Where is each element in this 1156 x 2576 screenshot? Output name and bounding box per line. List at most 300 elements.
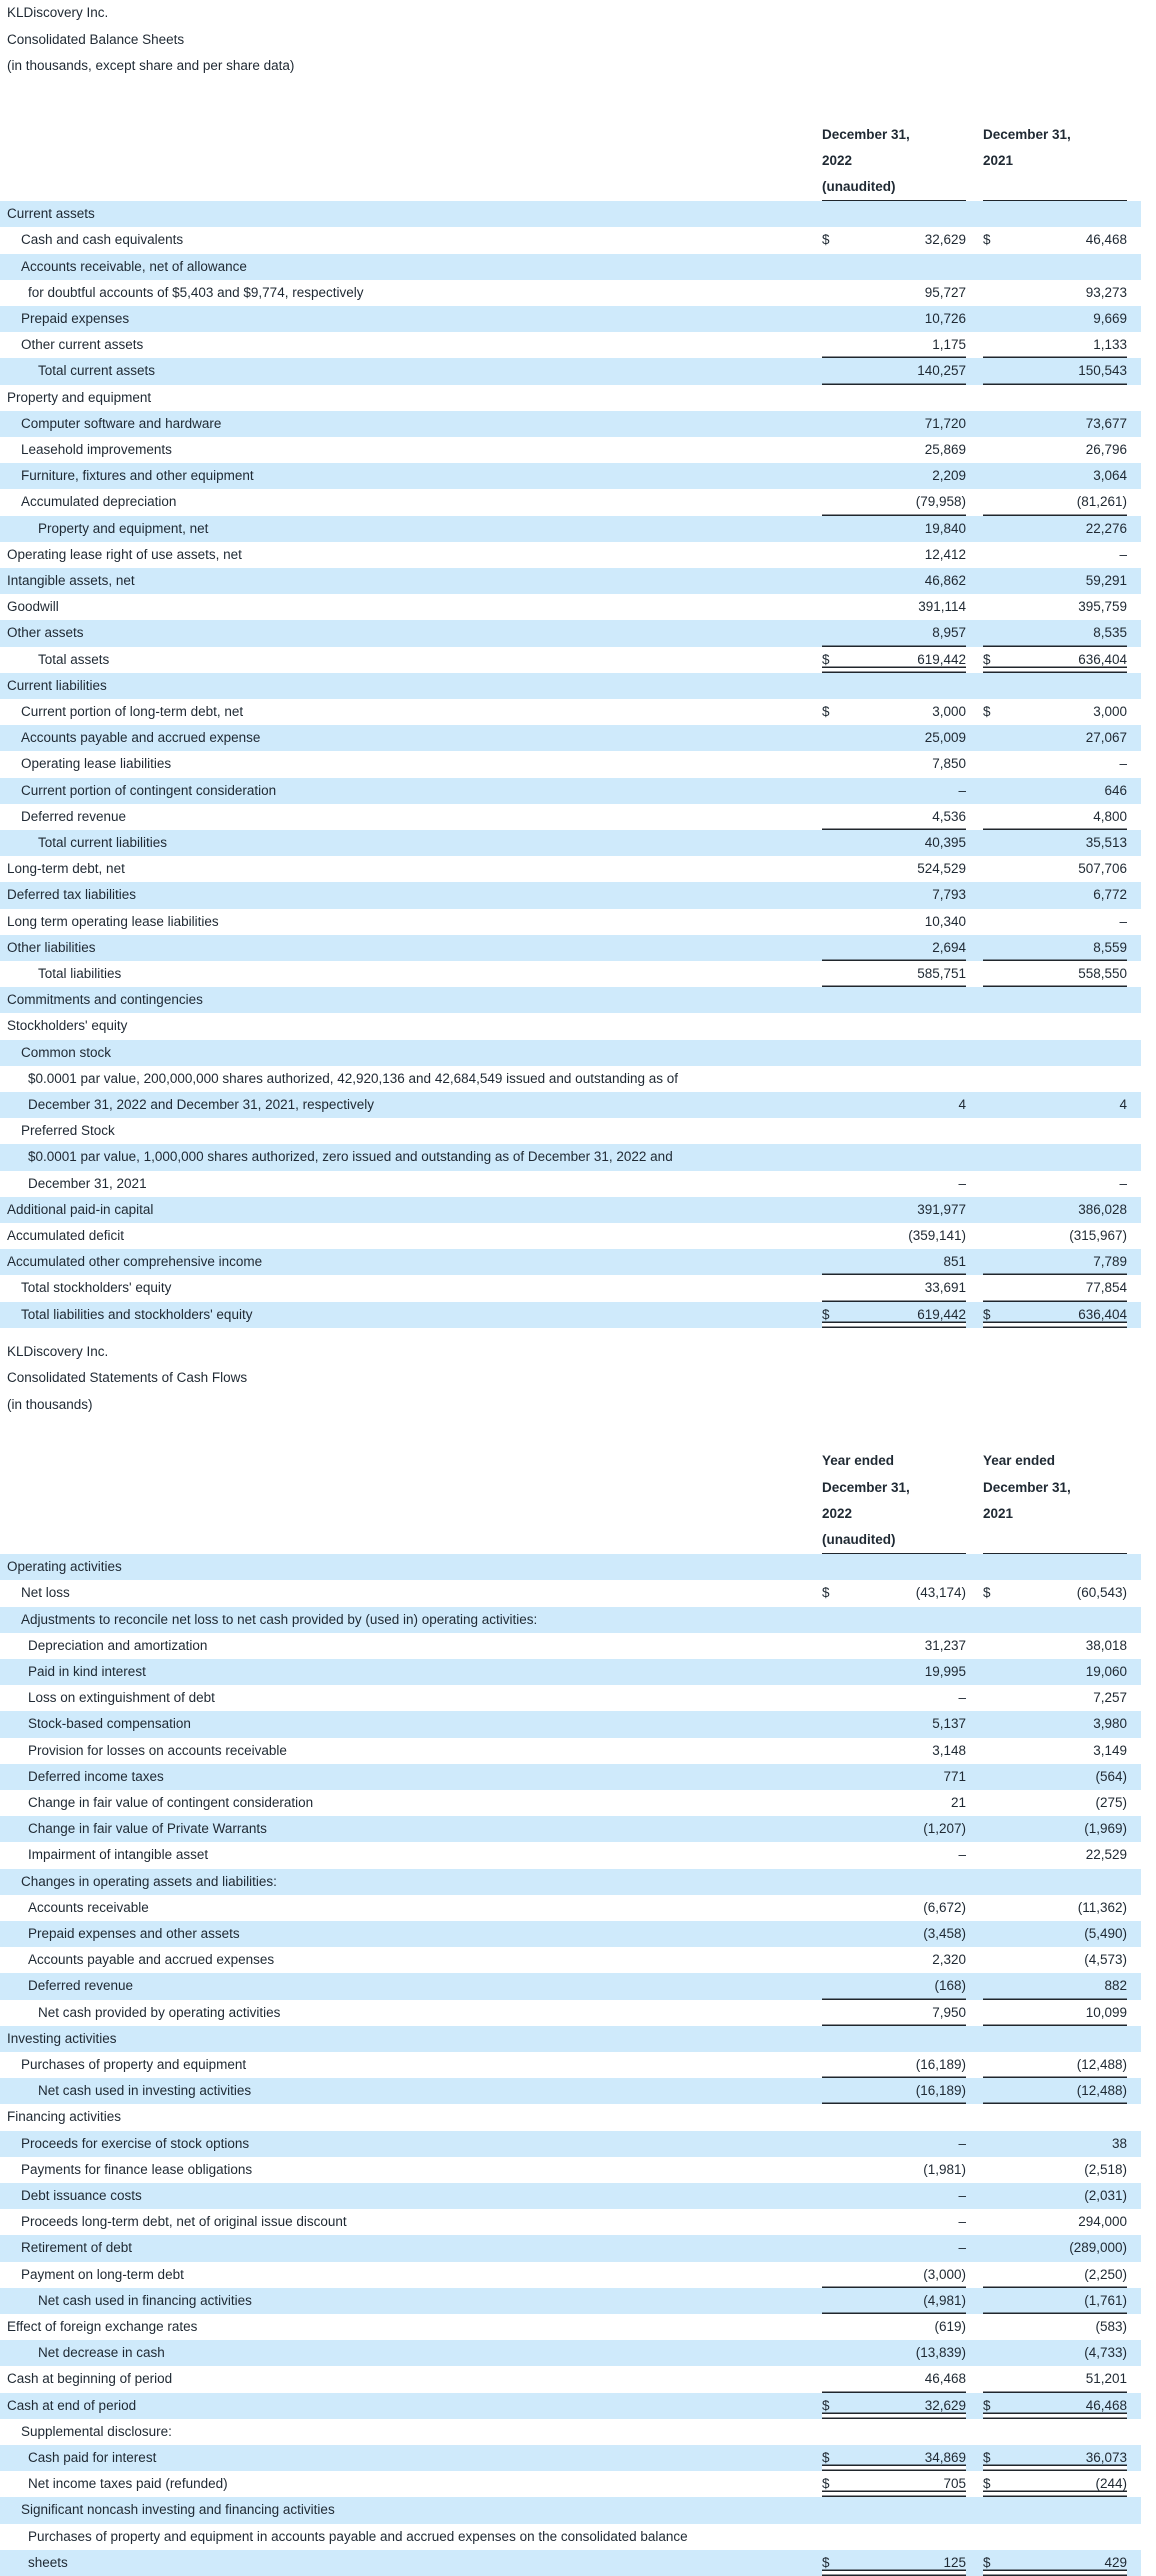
value-2022: 4,536 [856,804,966,830]
value-2022 [856,2104,966,2130]
row-label: December 31, 2021 [0,1171,822,1197]
value-2022: (168) [856,1973,966,1999]
value-2022: 10,726 [856,306,966,332]
cf-units-note: (in thousands) [7,1396,93,1412]
cash-flow-header [0,1448,1141,1553]
row-tail [1127,909,1141,935]
table-row [0,1921,1141,1947]
currency-symbol-2022 [822,1040,856,1066]
row-tail [1127,1554,1141,1581]
column-gap [966,463,983,489]
currency-symbol-2022: $ [822,647,856,673]
value-2021 [1017,385,1127,411]
row-tail [1127,1738,1141,1764]
value-2021: (12,488) [1017,2052,1127,2078]
row-label: Purchases of property and equipment in accounts payable and accrued expenses on the consolidated balance [0,2524,822,2550]
currency-symbol-2022 [822,306,856,332]
currency-symbol-2022 [822,2314,856,2340]
table-row [0,1013,1141,1039]
row-tail [1127,1580,1141,1606]
table-row [0,1144,1141,1170]
column-gap [966,620,983,646]
currency-symbol-2021 [983,306,1017,332]
column-gap [966,935,983,961]
row-label: Total stockholders' equity [0,1275,822,1301]
value-2022: 7,950 [856,2000,966,2026]
row-tail [1127,1013,1141,1039]
table-row [0,2550,1141,2576]
value-2021: 507,706 [1017,856,1127,882]
currency-symbol-2022: $ [822,1302,856,1328]
table-row [0,2366,1141,2392]
value-2022: 34,869 [856,2445,966,2471]
row-label: Long-term debt, net [0,856,822,882]
row-tail [1127,1118,1141,1144]
column-gap [966,725,983,751]
value-2022 [856,2419,966,2445]
currency-symbol-2022 [822,830,856,856]
currency-symbol-2022 [822,385,856,411]
currency-symbol-2021 [983,1869,1017,1895]
row-label: Leasehold improvements [0,437,822,463]
table-row [0,1275,1141,1301]
currency-symbol-2021: $ [983,2471,1017,2497]
currency-symbol-2022 [822,516,856,542]
value-2022: (4,981) [856,2288,966,2314]
table-row [0,1092,1141,1118]
column-gap [966,751,983,777]
value-2022: 19,840 [856,516,966,542]
currency-symbol-2021 [983,254,1017,280]
value-2022 [856,1066,966,1092]
value-2021: 9,669 [1017,306,1127,332]
row-label: Operating lease right of use assets, net [0,542,822,568]
value-2021 [1017,1607,1127,1633]
currency-symbol-2022 [822,1275,856,1301]
value-2021: 636,404 [1017,1302,1127,1328]
row-tail [1127,542,1141,568]
value-2021: 46,468 [1017,2393,1127,2419]
row-label: Investing activities [0,2026,822,2052]
value-2022: 46,468 [856,2366,966,2392]
value-2022: 71,720 [856,411,966,437]
row-label: Accumulated depreciation [0,489,822,515]
column-gap [966,1223,983,1249]
value-2022 [856,1118,966,1144]
column-gap [966,647,983,673]
column-gap [966,280,983,306]
currency-symbol-2022 [822,1554,856,1581]
value-2022 [856,2524,966,2550]
row-label: Net cash used in financing activities [0,2288,822,2314]
row-label: Accumulated other comprehensive income [0,1249,822,1275]
value-2022: (619) [856,2314,966,2340]
row-tail [1127,2471,1141,2497]
row-label: Financing activities [0,2104,822,2130]
value-2021 [1017,1013,1127,1039]
table-row [0,254,1141,280]
row-label: Intangible assets, net [0,568,822,594]
table-row [0,961,1141,987]
column-gap [966,2419,983,2445]
table-row [0,358,1141,384]
value-2021: 6,772 [1017,882,1127,908]
column-gap [966,1764,983,1790]
row-tail [1127,935,1141,961]
currency-symbol-2021: $ [983,227,1017,253]
currency-symbol-2021 [983,2340,1017,2366]
row-tail [1127,1171,1141,1197]
row-tail [1127,1842,1141,1868]
value-2022: 32,629 [856,2393,966,2419]
row-label: Impairment of intangible asset [0,1842,822,1868]
bs-header-spacer [0,80,1156,122]
cash-flow-body [0,1554,1141,2576]
row-label: Proceeds for exercise of stock options [0,2131,822,2157]
row-label: Operating lease liabilities [0,751,822,777]
currency-symbol-2022 [822,1633,856,1659]
column-gap [966,2157,983,2183]
currency-symbol-2021 [983,1790,1017,1816]
column-gap [966,1790,983,1816]
row-tail [1127,1275,1141,1301]
row-tail [1127,1659,1141,1685]
table-row [0,2235,1141,2261]
value-2021: (564) [1017,1764,1127,1790]
row-tail [1127,2497,1141,2523]
value-2022: 12,412 [856,542,966,568]
column-gap [966,2026,983,2052]
row-label: Net income taxes paid (refunded) [0,2471,822,2497]
value-2022: (16,189) [856,2078,966,2104]
row-label: Goodwill [0,594,822,620]
row-label: Deferred tax liabilities [0,882,822,908]
value-2022: 2,209 [856,463,966,489]
currency-symbol-2022 [822,1066,856,1092]
value-2021: 35,513 [1017,830,1127,856]
currency-symbol-2021 [983,1842,1017,1868]
currency-symbol-2022 [822,1092,856,1118]
cf-col-header-2021: Year ended December 31, 2021 [983,1448,1127,1553]
currency-symbol-2021: $ [983,647,1017,673]
table-row [0,463,1141,489]
value-2022: 585,751 [856,961,966,987]
row-tail [1127,2157,1141,2183]
value-2021: 93,273 [1017,280,1127,306]
currency-symbol-2022 [822,725,856,751]
currency-symbol-2022 [822,1607,856,1633]
currency-symbol-2022 [822,804,856,830]
column-gap [966,699,983,725]
column-gap [966,2445,983,2471]
currency-symbol-2021 [983,856,1017,882]
currency-symbol-2022 [822,751,856,777]
currency-symbol-2021 [983,516,1017,542]
value-2022 [856,385,966,411]
currency-symbol-2021 [983,1764,1017,1790]
table-row [0,489,1141,515]
row-tail [1127,699,1141,725]
table-row [0,673,1141,699]
table-row [0,620,1141,646]
currency-symbol-2021 [983,1144,1017,1170]
value-2021: (1,969) [1017,1816,1127,1842]
value-2021: 3,000 [1017,699,1127,725]
table-row [0,909,1141,935]
currency-symbol-2022 [822,568,856,594]
table-row [0,2104,1141,2130]
table-row [0,1633,1141,1659]
currency-symbol-2022 [822,2419,856,2445]
currency-symbol-2021 [983,201,1017,228]
value-2022: 771 [856,1764,966,1790]
column-gap [966,2209,983,2235]
currency-symbol-2022 [822,2497,856,2523]
value-2021 [1017,2419,1127,2445]
currency-symbol-2021 [983,1607,1017,1633]
table-row [0,2497,1141,2523]
currency-symbol-2022 [822,987,856,1013]
row-label: Stock-based compensation [0,1711,822,1737]
bs-header-row [0,122,1141,201]
column-gap [966,2524,983,2550]
value-2021: 27,067 [1017,725,1127,751]
value-2021: (275) [1017,1790,1127,1816]
value-2021: 636,404 [1017,647,1127,673]
currency-symbol-2021 [983,778,1017,804]
row-label: Retirement of debt [0,2235,822,2261]
currency-symbol-2022 [822,332,856,358]
bs-header-gap [966,122,983,201]
currency-symbol-2022 [822,2288,856,2314]
currency-symbol-2021 [983,2104,1017,2130]
value-2021: 150,543 [1017,358,1127,384]
value-2022: 3,000 [856,699,966,725]
currency-symbol-2022 [822,2366,856,2392]
table-row [0,306,1141,332]
currency-symbol-2022 [822,2157,856,2183]
column-gap [966,1633,983,1659]
row-tail [1127,1973,1141,1999]
currency-symbol-2022 [822,1921,856,1947]
row-tail [1127,2419,1141,2445]
row-label: Operating activities [0,1554,822,1581]
value-2022: 2,694 [856,935,966,961]
column-gap [966,1921,983,1947]
value-2021 [1017,1066,1127,1092]
column-gap [966,1302,983,1328]
value-2022: 95,727 [856,280,966,306]
value-2022: (1,981) [856,2157,966,2183]
value-2021: – [1017,542,1127,568]
row-label: Other assets [0,620,822,646]
value-2021: 1,133 [1017,332,1127,358]
row-label: Net cash used in investing activities [0,2078,822,2104]
row-tail [1127,1607,1141,1633]
row-tail [1127,254,1141,280]
row-tail [1127,516,1141,542]
column-gap [966,1144,983,1170]
row-tail [1127,280,1141,306]
column-gap [966,306,983,332]
currency-symbol-2022 [822,2524,856,2550]
value-2022: 33,691 [856,1275,966,1301]
column-gap [966,909,983,935]
value-2022: 25,009 [856,725,966,751]
currency-symbol-2021 [983,2157,1017,2183]
value-2022 [856,673,966,699]
row-label: Adjustments to reconcile net loss to net cash provided by (used in) operating activities: [0,1607,822,1633]
row-label: Payment on long-term debt [0,2262,822,2288]
row-tail [1127,411,1141,437]
value-2022: 7,793 [856,882,966,908]
row-tail [1127,201,1141,228]
value-2021: (4,733) [1017,2340,1127,2366]
value-2021 [1017,254,1127,280]
column-gap [966,594,983,620]
row-tail [1127,594,1141,620]
column-gap [966,1947,983,1973]
currency-symbol-2021 [983,2235,1017,2261]
currency-symbol-2021 [983,1738,1017,1764]
currency-symbol-2021 [983,1554,1017,1581]
value-2021: (289,000) [1017,2235,1127,2261]
currency-symbol-2021 [983,358,1017,384]
table-row [0,1947,1141,1973]
currency-symbol-2021 [983,1066,1017,1092]
value-2021: 4,800 [1017,804,1127,830]
row-label: Cash at end of period [0,2393,822,2419]
row-label: Prepaid expenses [0,306,822,332]
currency-symbol-2022 [822,1711,856,1737]
currency-symbol-2022 [822,1816,856,1842]
cf-header-row [0,1448,1141,1553]
row-tail [1127,2314,1141,2340]
value-2022: (6,672) [856,1895,966,1921]
row-label: Net loss [0,1580,822,1606]
row-tail [1127,489,1141,515]
cf-header-tail [1127,1448,1141,1553]
row-label: Prepaid expenses and other assets [0,1921,822,1947]
column-gap [966,830,983,856]
currency-symbol-2022 [822,2052,856,2078]
value-2022: 2,320 [856,1947,966,1973]
row-label: Total assets [0,647,822,673]
value-2022: (1,207) [856,1816,966,1842]
value-2022: 31,237 [856,1633,966,1659]
row-tail [1127,725,1141,751]
column-gap [966,961,983,987]
currency-symbol-2022 [822,2209,856,2235]
column-gap [966,1275,983,1301]
row-label: Change in fair value of Private Warrants [0,1816,822,1842]
value-2022: 32,629 [856,227,966,253]
row-label: Accumulated deficit [0,1223,822,1249]
row-tail [1127,2524,1141,2550]
currency-symbol-2022 [822,1869,856,1895]
value-2021 [1017,201,1127,228]
currency-symbol-2021 [983,2052,1017,2078]
currency-symbol-2022 [822,1842,856,1868]
row-label: Property and equipment, net [0,516,822,542]
column-gap [966,1659,983,1685]
currency-symbol-2021: $ [983,2445,1017,2471]
column-gap [966,804,983,830]
value-2021: (4,573) [1017,1947,1127,1973]
column-gap [966,1013,983,1039]
row-tail [1127,1249,1141,1275]
row-label: Change in fair value of contingent consideration [0,1790,822,1816]
column-gap [966,2052,983,2078]
table-row [0,2393,1141,2419]
table-row [0,830,1141,856]
currency-symbol-2022 [822,673,856,699]
currency-symbol-2021 [983,2314,1017,2340]
value-2022: 5,137 [856,1711,966,1737]
table-row [0,882,1141,908]
value-2021: (81,261) [1017,489,1127,515]
column-gap [966,201,983,228]
value-2021: – [1017,1171,1127,1197]
currency-symbol-2021 [983,1013,1017,1039]
cash-flow-section [0,1339,1156,2576]
row-tail [1127,385,1141,411]
table-row [0,1973,1141,1999]
value-2022: 1,175 [856,332,966,358]
value-2021: (2,031) [1017,2183,1127,2209]
row-label: Other liabilities [0,935,822,961]
row-tail [1127,437,1141,463]
value-2022: 391,977 [856,1197,966,1223]
currency-symbol-2021 [983,2209,1017,2235]
row-tail [1127,1764,1141,1790]
row-tail [1127,647,1141,673]
value-2022: – [856,2131,966,2157]
currency-symbol-2021 [983,2262,1017,2288]
currency-symbol-2021 [983,437,1017,463]
currency-symbol-2021 [983,2000,1017,2026]
column-gap [966,1580,983,1606]
cf-header-blank [0,1448,822,1553]
table-row [0,227,1141,253]
column-gap [966,2235,983,2261]
currency-symbol-2022 [822,2000,856,2026]
currency-symbol-2021 [983,332,1017,358]
cf-header-spacer [0,1418,1156,1448]
row-label: December 31, 2022 and December 31, 2021, respectively [0,1092,822,1118]
value-2022: (359,141) [856,1223,966,1249]
currency-symbol-2022 [822,358,856,384]
bs-col-header-2022: December 31, 2022 (unaudited) [822,122,966,201]
currency-symbol-2021 [983,1659,1017,1685]
table-row [0,2524,1141,2550]
value-2021 [1017,1869,1127,1895]
currency-symbol-2022 [822,1947,856,1973]
row-label: Effect of foreign exchange rates [0,2314,822,2340]
currency-symbol-2021 [983,804,1017,830]
column-gap [966,254,983,280]
row-tail [1127,358,1141,384]
value-2021: 51,201 [1017,2366,1127,2392]
row-tail [1127,2078,1141,2104]
currency-symbol-2021 [983,1711,1017,1737]
row-label: Total liabilities and stockholders' equity [0,1302,822,1328]
currency-symbol-2022 [822,1197,856,1223]
row-label: Deferred revenue [0,1973,822,1999]
row-tail [1127,1816,1141,1842]
currency-symbol-2021 [983,1223,1017,1249]
row-label: Supplemental disclosure: [0,2419,822,2445]
